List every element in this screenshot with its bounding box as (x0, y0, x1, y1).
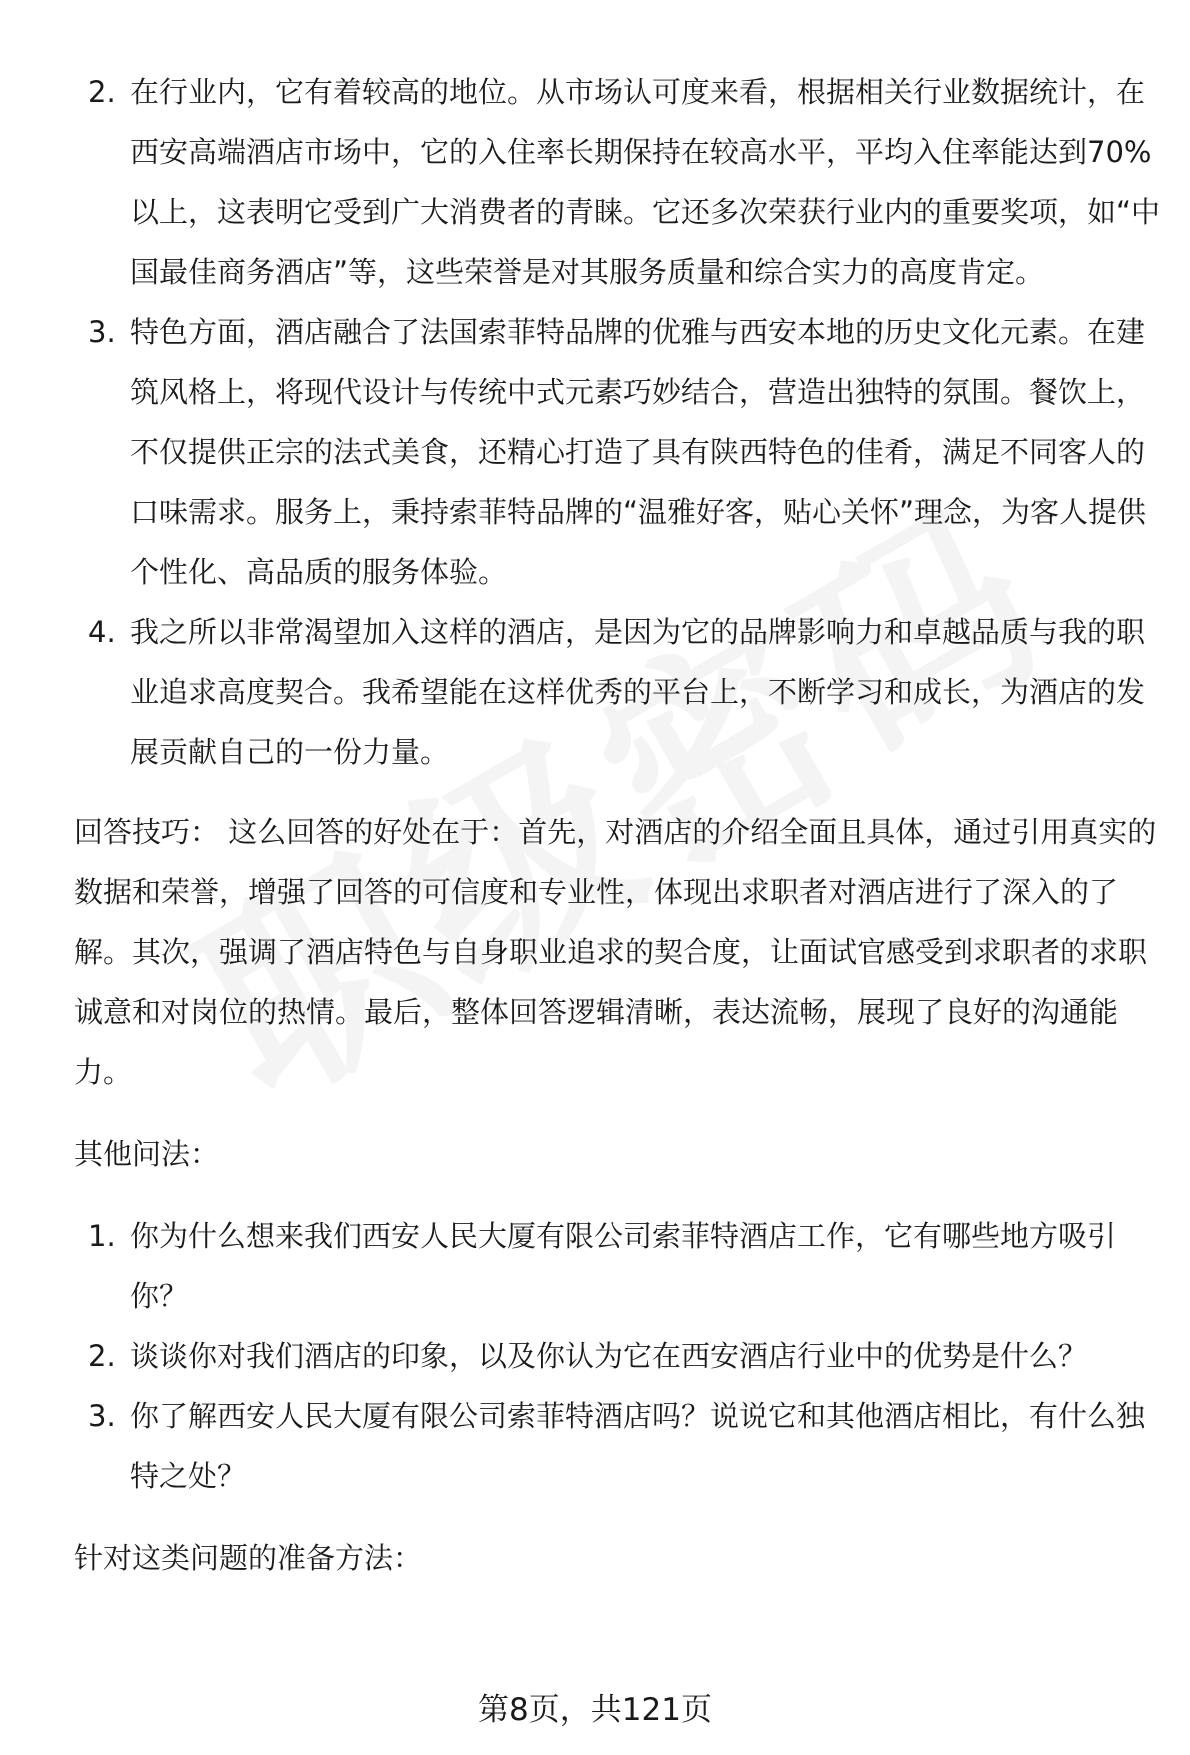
list-item-number: 1. (88, 1219, 116, 1253)
page-content (74, 62, 1164, 1588)
list-item-text: 我之所以非常渴望加入这样的酒店，是因为它的品牌影响力和卓越品质与我的职业追求高度契合。我希望能在这样优秀的平台上，不断学习和成长，为酒店的发展贡献自己的一份力量。 (130, 615, 1146, 769)
spacer (74, 1102, 1164, 1124)
answer-list (74, 62, 1164, 782)
list-item (74, 602, 1164, 782)
list-item-text: 你了解西安人民大厦有限公司索菲特酒店吗？说说它和其他酒店相比，有什么独特之处？ (130, 1399, 1146, 1493)
list-item-text: 在行业内，它有着较高的地位。从市场认可度来看，根据相关行业数据统计，在西安高端酒店市场中，它的入住率长期保持在较高水平，平均入住率能达到70%以上，这表明它受到广大消费者的青睐。它还多次荣获行业内的重要奖项，如“中国最佳商务酒店”等，这些荣誉是对其服务质量和综合实力的高度肯定。 (130, 75, 1161, 289)
spacer (74, 782, 1164, 802)
list-item-number: 2. (88, 1339, 116, 1373)
list-item-text: 你为什么想来我们西安人民大厦有限公司索菲特酒店工作，它有哪些地方吸引你？ (130, 1219, 1117, 1313)
list-item (74, 302, 1164, 602)
other-questions-list (74, 1206, 1164, 1506)
list-item-number: 4. (88, 615, 116, 649)
list-item (74, 1206, 1164, 1326)
list-item-number: 3. (88, 315, 116, 349)
list-item (74, 62, 1164, 302)
preparation-heading: 针对这类问题的准备方法： (74, 1541, 423, 1575)
list-item-number: 2. (88, 75, 116, 109)
spacer (74, 1184, 1164, 1206)
page-number-footer: 第8页，共121页 (478, 1692, 712, 1728)
list-item-number: 3. (88, 1399, 116, 1433)
answer-tips-paragraph: 回答技巧： 这么回答的好处在于：首先，对酒店的介绍全面且具体，通过引用真实的数据和荣誉，增强了回答的可信度和专业性，体现出求职者对酒店进行了深入的了解。其次，强调了酒店特色与自身职业追求的契合度，让面试官感受到求职者的求职诚意和对岗位的热情。最后，整体回答逻辑清晰，表达流畅，展现了良好的沟通能力。 (74, 815, 1157, 1089)
list-item-text: 谈谈你对我们酒店的印象，以及你认为它在西安酒店行业中的优势是什么？ (130, 1339, 1088, 1373)
list-item (74, 1326, 1164, 1386)
other-questions-heading: 其他问法： (74, 1137, 220, 1171)
list-item-text: 特色方面，酒店融合了法国索菲特品牌的优雅与西安本地的历史文化元素。在建筑风格上，将现代设计与传统中式元素巧妙结合，营造出独特的氛围。餐饮上，不仅提供正宗的法式美食，还精心打造了具有陕西特色的佳肴，满足不同客人的口味需求。服务上，秉持索菲特品牌的“温雅好客，贴心关怀”理念，为客人提供个性化、高品质的服务体验。 (130, 315, 1147, 589)
spacer (74, 1506, 1164, 1528)
list-item (74, 1386, 1164, 1506)
